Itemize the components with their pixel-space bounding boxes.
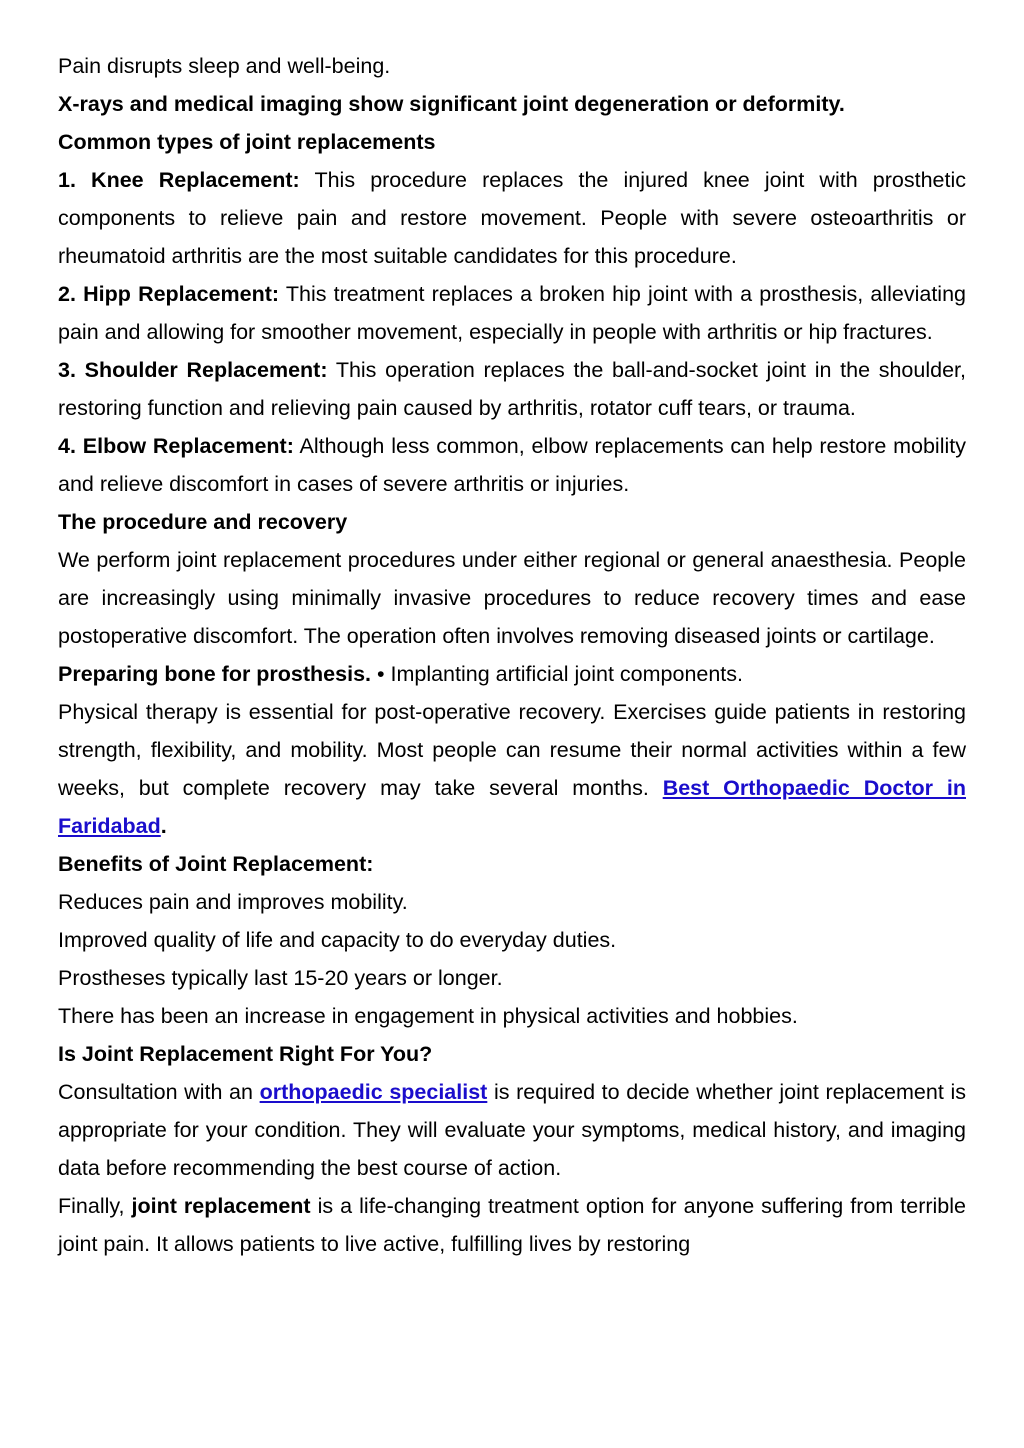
- benefit-item: Reduces pain and improves mobility.: [58, 890, 408, 914]
- therapy-end: .: [160, 814, 167, 838]
- type-hip-text: This treatment replaces a broken hip joint with a prosthesis, alleviating pain and allowing for smoother movement, especially in people with arthritis or hip fractures.: [58, 282, 966, 344]
- heading-common-types: Common types of joint replacements: [58, 130, 436, 154]
- type-hip-paragraph: [58, 275, 966, 351]
- conclusion-text-after: is a life-changing treatment option for anyone suffering from terrible joint pain. It allows patients to live active, fulfilling lives by restoring: [58, 1194, 966, 1256]
- prep-paragraph: [58, 655, 966, 693]
- type-shoulder-text: This operation replaces the ball-and-socket joint in the shoulder, restoring function and relieving pain caused by arthritis, rotator cuff tears, or trauma.: [58, 358, 966, 420]
- therapy-text: Physical therapy is essential for post-operative recovery. Exercises guide patients in restoring strength, flexibility, and mobility. Most people can resume their normal activities within a few weeks, but complete recovery may take several months.: [58, 700, 966, 800]
- type-elbow-paragraph: [58, 427, 966, 503]
- type-elbow-text: Although less common, elbow replacements can help restore mobility and relieve discomfort in cases of severe arthritis or injuries.: [58, 434, 966, 496]
- type-knee-text: This procedure replaces the injured knee joint with prosthetic components to relieve pain and restore movement. People with severe osteoarthritis or rheumatoid arthritis are the most suitable candidates for this procedure.: [58, 168, 966, 268]
- line-pain-sleep: Pain disrupts sleep and well-being.: [58, 54, 391, 78]
- type-knee-label: 1. Knee Replacement:: [58, 168, 300, 192]
- type-shoulder-label: 3. Shoulder Replacement:: [58, 358, 328, 382]
- type-elbow-label: 4. Elbow Replacement:: [58, 434, 294, 458]
- type-shoulder-paragraph: [58, 351, 966, 427]
- conclusion-bold-text: joint replacement: [131, 1194, 311, 1218]
- type-knee-paragraph: [58, 161, 966, 275]
- consultation-text-after: is required to decide whether joint replacement is appropriate for your condition. They will evaluate your symptoms, medical history, and imaging data before recommending the best course of action.: [58, 1080, 966, 1180]
- conclusion-paragraph: [58, 1187, 966, 1263]
- heading-procedure: The procedure and recovery: [58, 510, 348, 534]
- benefit-item: Prostheses typically last 15-20 years or longer.: [58, 966, 503, 990]
- procedure-paragraph: We perform joint replacement procedures under either regional or general anaesthesia. People are increasingly using minimally invasive procedures to reduce recovery times and ease postoperative discomfort. The operation often involves removing diseased joints or cartilage.: [58, 548, 966, 648]
- benefit-item: There has been an increase in engagement in physical activities and hobbies.: [58, 1004, 798, 1028]
- heading-right-for-you: Is Joint Replacement Right For You?: [58, 1042, 433, 1066]
- therapy-paragraph: [58, 693, 966, 845]
- benefit-item: Improved quality of life and capacity to do everyday duties.: [58, 928, 617, 952]
- conclusion-text-before: Finally,: [58, 1194, 132, 1218]
- best-orthopaedic-doctor-link[interactable]: Best Orthopaedic Doctor in Faridabad: [58, 776, 966, 838]
- consultation-text-before: Consultation with an: [58, 1080, 260, 1104]
- consultation-paragraph: [58, 1073, 966, 1187]
- type-hip-label: 2. Hipp Replacement:: [58, 282, 280, 306]
- orthopaedic-specialist-link[interactable]: orthopaedic specialist: [259, 1080, 488, 1104]
- document-page: [58, 47, 966, 1263]
- heading-benefits: Benefits of Joint Replacement:: [58, 852, 374, 876]
- prep-bold-text: Preparing bone for prosthesis.: [58, 662, 371, 686]
- line-xrays: X-rays and medical imaging show significant joint degeneration or deformity.: [58, 92, 845, 116]
- prep-rest-text: • Implanting artificial joint components.: [371, 662, 744, 686]
